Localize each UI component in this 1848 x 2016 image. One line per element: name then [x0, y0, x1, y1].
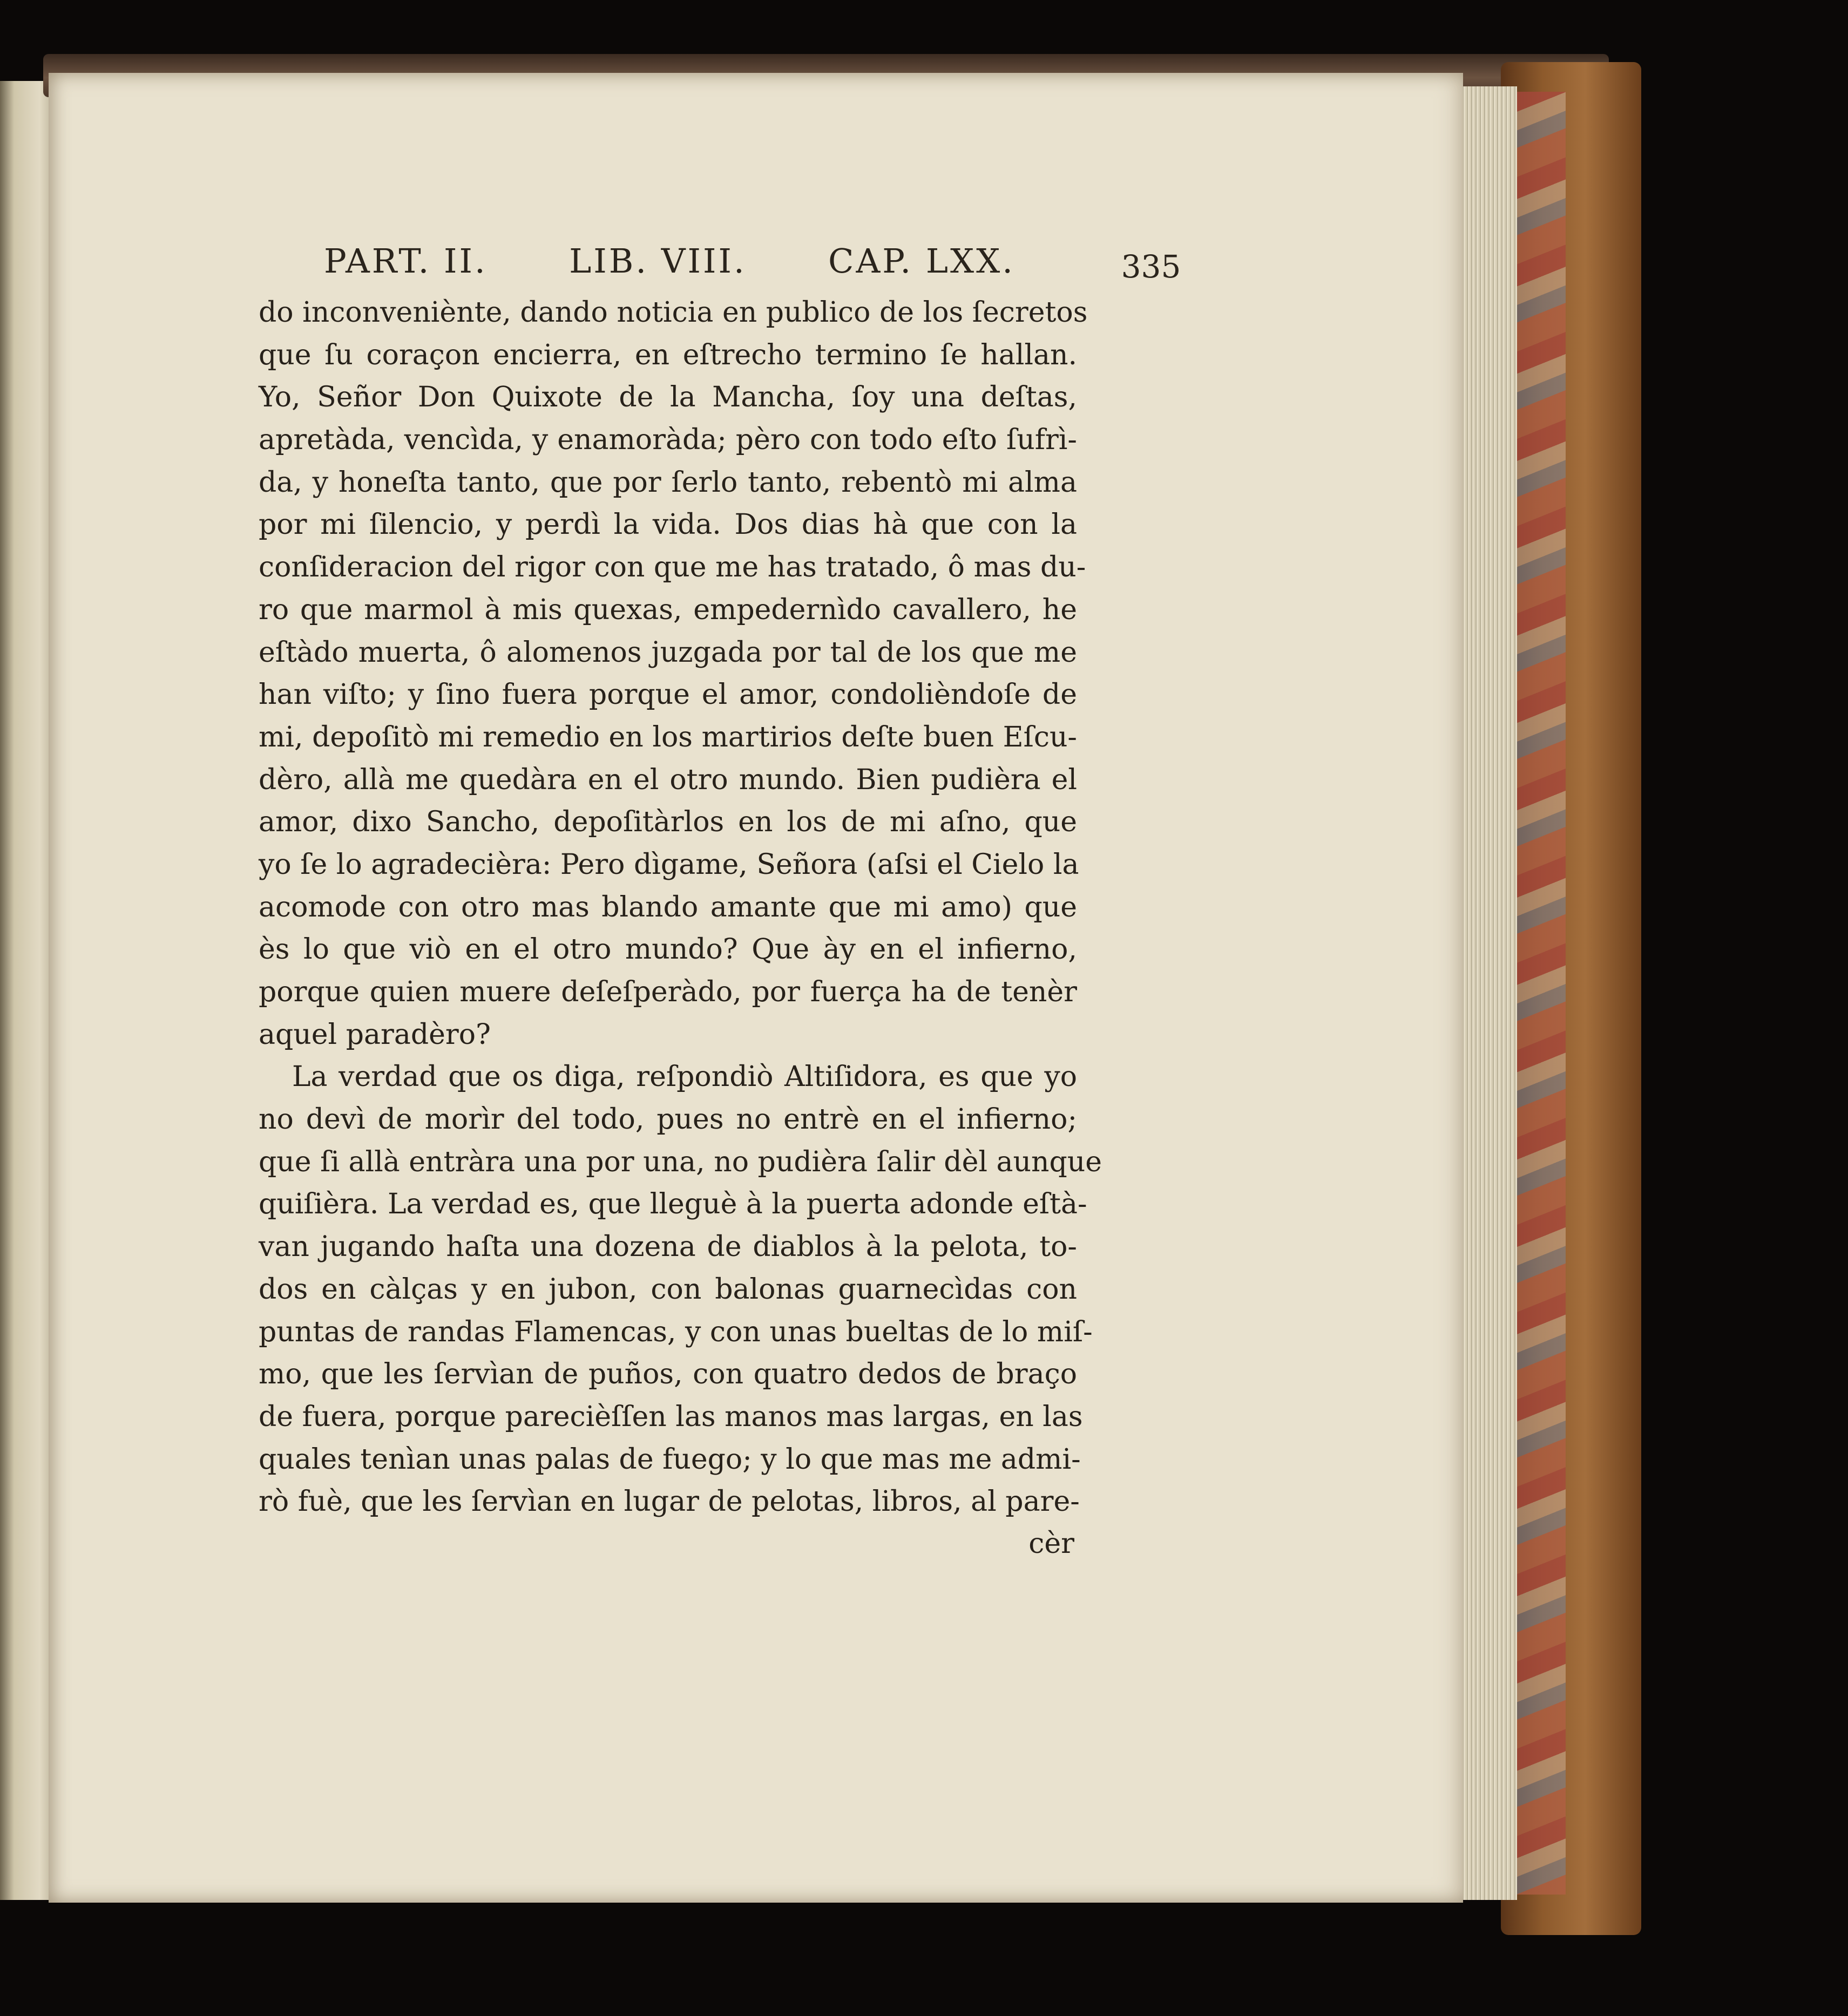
catchword: cèr	[1028, 1528, 1074, 1560]
text-line: que ſu coraçon encierra, en eſtrecho termino ſe hallan.	[259, 338, 1077, 371]
running-title-chapter: CAP. LXX.	[828, 241, 1015, 281]
text-line: quiſièra. La verdad es, que lleguè à la puerta adonde eſtà-	[259, 1188, 1087, 1221]
text-line: ro que marmol à mis quexas, empedernìdo cavallero, he	[259, 593, 1077, 626]
text-line: yo ſe lo agradecièra: Pero dìgame, Señora (aſsi el Cielo la	[259, 848, 1079, 881]
text-line: no devì de morìr del todo, pues no entrè en el infierno;	[259, 1103, 1077, 1136]
text-line: puntas de randas Flamencas, y con unas bueltas de lo miſ-	[259, 1315, 1093, 1348]
text-line: de fuera, porque parecièſſen las manos mas largas, en las	[259, 1400, 1083, 1433]
marbled-endpaper	[1512, 92, 1566, 1895]
running-header	[324, 232, 1015, 281]
text-line: dos en càlças y en jubon, con balonas guarnecìdas con	[259, 1273, 1077, 1306]
text-line: do inconveniènte, dando noticia en publico de los ſecretos	[259, 296, 1088, 329]
text-line: porque quien muere deſeſperàdo, por fuerça ha de tenèr	[259, 976, 1077, 1008]
text-line: amor, dixo Sancho, depoſitàrlos en los de mi aſno, que	[259, 806, 1077, 839]
text-line: dèro, allà me quedàra en el otro mundo. Bien pudièra el	[259, 763, 1077, 796]
running-title-part: PART. II.	[324, 241, 488, 281]
text-line: ès lo que viò en el otro mundo? Que ày en el infierno,	[259, 933, 1077, 966]
text-line: Yo, Señor Don Quixote de la Mancha, ſoy una deſtas,	[259, 381, 1077, 414]
text-line: mi, depoſitò mi remedio en los martirios deſte buen Eſcu-	[259, 721, 1077, 754]
text-line: aquel paradèro?	[259, 1018, 491, 1051]
running-title-book: LIB. VIII.	[569, 241, 747, 281]
body-text	[259, 291, 1102, 1523]
text-line: por mi ſilencio, y perdì la vida. Dos dias hà que con la	[259, 508, 1077, 541]
text-line: mo, que les ſervìan de puños, con quatro dedos de braço	[259, 1358, 1077, 1391]
text-line: que ſi allà entràra una por una, no pudièra ſalir dèl aunque	[259, 1145, 1102, 1178]
text-line: van jugando haſta una dozena de diablos à la pelota, to-	[259, 1231, 1077, 1264]
text-line: rò fuè, que les ſervìan en lugar de pelotas, libros, al pare-	[259, 1485, 1080, 1518]
paragraph-start-line: La verdad que os diga, reſpondiò Altiſidora, es que yo	[292, 1061, 1077, 1094]
text-line: acomode con otro mas blando amante que mi amo) que	[259, 891, 1077, 924]
text-line: apretàda, vencìda, y enamoràda; pèro con todo eſto ſufrì-	[259, 424, 1077, 457]
text-line: da, y honeſta tanto, que por ſerlo tanto, rebentò mi alma	[259, 466, 1077, 499]
text-line: conſideracion del rigor con que me has tratado, ô mas du-	[259, 551, 1086, 584]
page-number: 335	[1121, 248, 1181, 285]
text-line: quales tenìan unas palas de fuego; y lo que mas me admi-	[259, 1443, 1081, 1476]
text-line: eſtàdo muerta, ô alomenos juzgada por tal de los que me	[259, 636, 1077, 669]
text-line: han viſto; y ſino fuera porque el amor, condolièndoſe de	[259, 678, 1077, 711]
